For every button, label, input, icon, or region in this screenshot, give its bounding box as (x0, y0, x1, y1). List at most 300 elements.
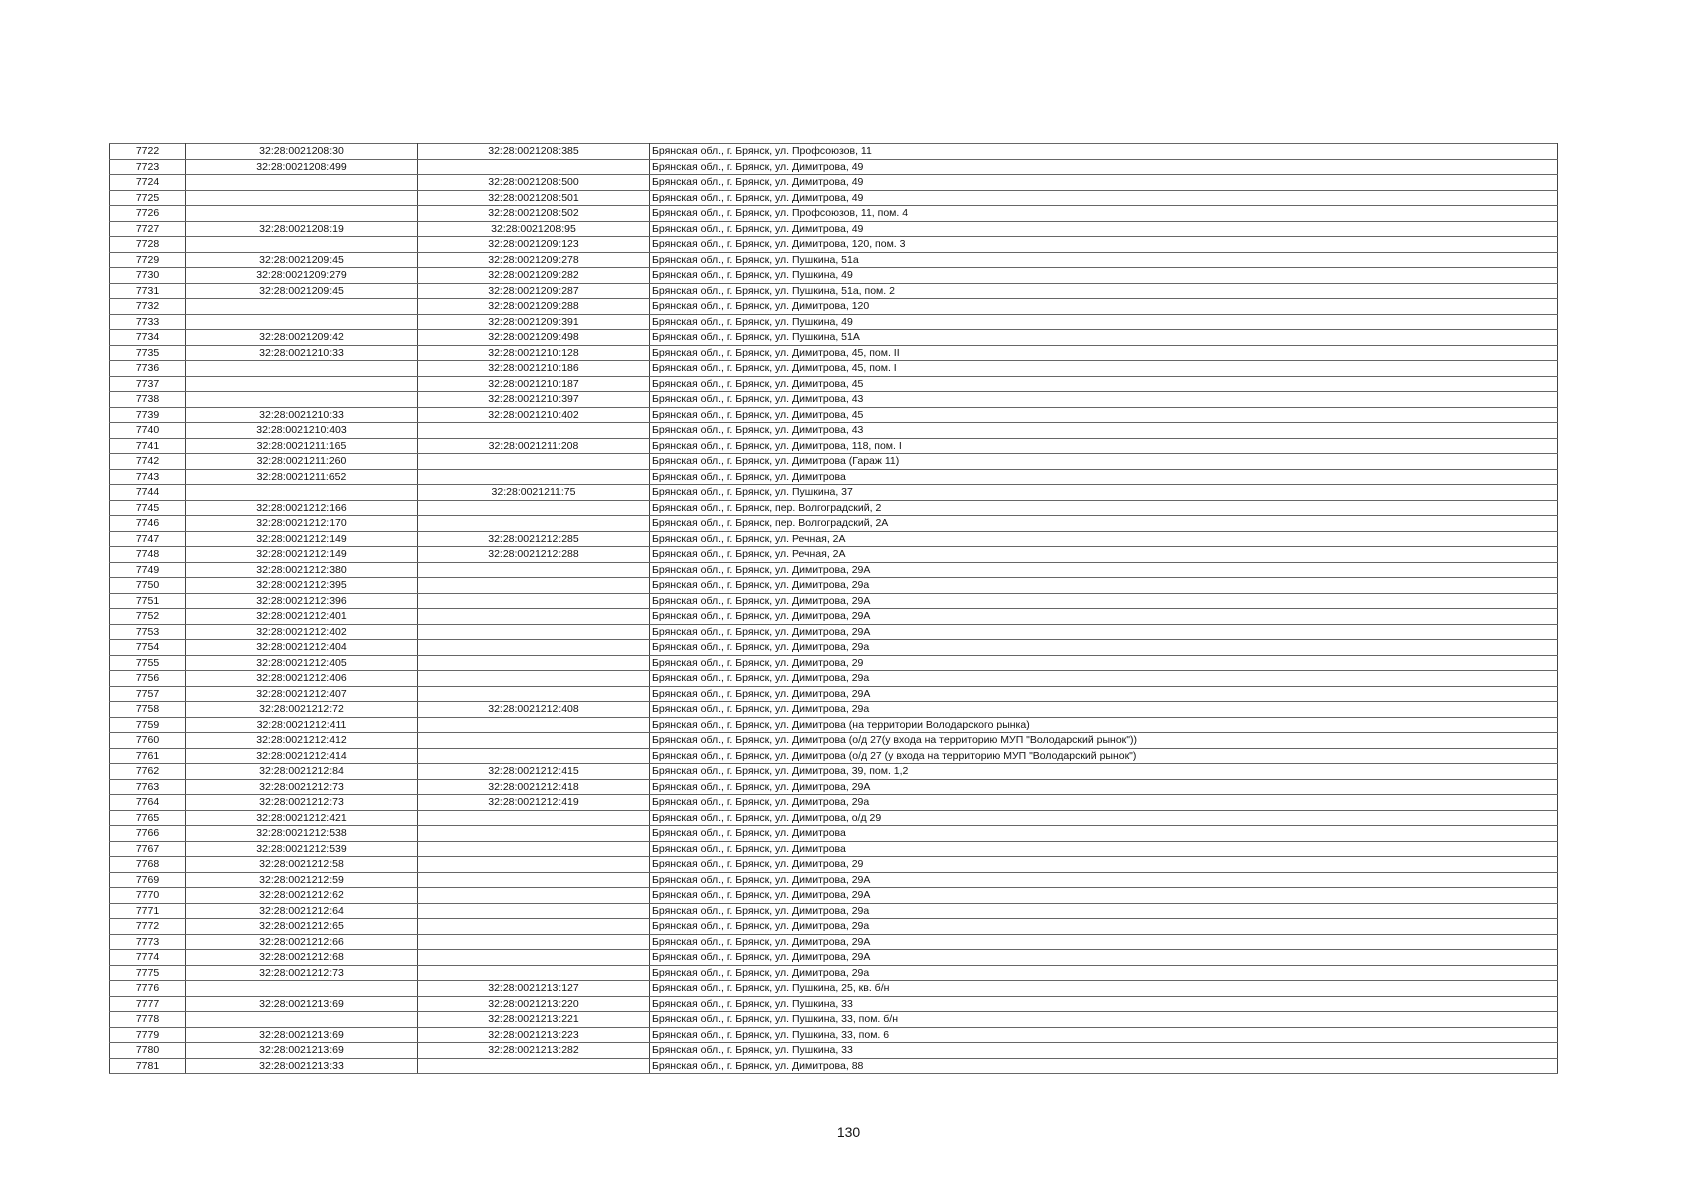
row-number-cell: 7744 (110, 485, 186, 501)
object-number-cell: 32:28:0021209:123 (418, 237, 650, 253)
object-number-cell (418, 733, 650, 749)
cadastral-number-cell: 32:28:0021212:396 (186, 593, 418, 609)
address-cell: Брянская обл., г. Брянск, ул. Димитрова, 45 (650, 407, 1558, 423)
cadastral-number-cell: 32:28:0021212:421 (186, 810, 418, 826)
address-cell: Брянская обл., г. Брянск, ул. Пушкина, 33, пом. б/н (650, 1012, 1558, 1028)
row-number-cell: 7779 (110, 1027, 186, 1043)
table-row (110, 996, 1558, 1012)
object-number-cell: 32:28:0021209:391 (418, 314, 650, 330)
table-row (110, 1043, 1558, 1059)
object-number-cell: 32:28:0021208:501 (418, 190, 650, 206)
cadastral-number-cell (186, 190, 418, 206)
cadastral-number-cell: 32:28:0021212:170 (186, 516, 418, 532)
table-row (110, 299, 1558, 315)
address-cell: Брянская обл., г. Брянск, ул. Димитрова, 49 (650, 190, 1558, 206)
row-number-cell: 7756 (110, 671, 186, 687)
object-number-cell (418, 1058, 650, 1074)
cadastral-number-cell: 32:28:0021212:66 (186, 934, 418, 950)
row-number-cell: 7728 (110, 237, 186, 253)
address-cell: Брянская обл., г. Брянск, ул. Димитрова, 29А (650, 872, 1558, 888)
object-number-cell: 32:28:0021213:221 (418, 1012, 650, 1028)
table-row (110, 407, 1558, 423)
address-cell: Брянская обл., г. Брянск, ул. Димитрова, 43 (650, 392, 1558, 408)
table-row (110, 314, 1558, 330)
address-cell: Брянская обл., г. Брянск, ул. Димитрова, 29а (650, 640, 1558, 656)
row-number-cell: 7747 (110, 531, 186, 547)
cadastral-number-cell: 32:28:0021212:68 (186, 950, 418, 966)
address-cell: Брянская обл., г. Брянск, ул. Димитрова, 29А (650, 779, 1558, 795)
object-number-cell: 32:28:0021212:419 (418, 795, 650, 811)
row-number-cell: 7760 (110, 733, 186, 749)
row-number-cell: 7750 (110, 578, 186, 594)
table-row (110, 206, 1558, 222)
table-row (110, 330, 1558, 346)
row-number-cell: 7759 (110, 717, 186, 733)
address-cell: Брянская обл., г. Брянск, пер. Волгоградский, 2 (650, 500, 1558, 516)
row-number-cell: 7776 (110, 981, 186, 997)
object-number-cell: 32:28:0021209:288 (418, 299, 650, 315)
cadastral-number-cell: 32:28:0021211:652 (186, 469, 418, 485)
cadastral-number-cell: 32:28:0021212:149 (186, 531, 418, 547)
cadastral-number-cell: 32:28:0021212:406 (186, 671, 418, 687)
row-number-cell: 7732 (110, 299, 186, 315)
object-number-cell: 32:28:0021210:187 (418, 376, 650, 392)
table-row (110, 702, 1558, 718)
table-row (110, 748, 1558, 764)
object-number-cell (418, 686, 650, 702)
page-number: 130 (836, 1124, 861, 1140)
table-row (110, 547, 1558, 563)
address-cell: Брянская обл., г. Брянск, ул. Димитрова, 29А (650, 562, 1558, 578)
table-row (110, 376, 1558, 392)
cadastral-table (109, 143, 1558, 1074)
object-number-cell (418, 593, 650, 609)
address-cell: Брянская обл., г. Брянск, ул. Димитрова, 29А (650, 624, 1558, 640)
row-number-cell: 7743 (110, 469, 186, 485)
address-cell: Брянская обл., г. Брянск, ул. Пушкина, 33, пом. 6 (650, 1027, 1558, 1043)
row-number-cell: 7765 (110, 810, 186, 826)
row-number-cell: 7764 (110, 795, 186, 811)
address-cell: Брянская обл., г. Брянск, ул. Димитрова, 29А (650, 950, 1558, 966)
row-number-cell: 7724 (110, 175, 186, 191)
table-row (110, 903, 1558, 919)
object-number-cell: 32:28:0021212:418 (418, 779, 650, 795)
address-cell: Брянская обл., г. Брянск, ул. Пушкина, 33 (650, 1043, 1558, 1059)
address-cell: Брянская обл., г. Брянск, ул. Димитрова, 29А (650, 609, 1558, 625)
cadastral-number-cell: 32:28:0021212:62 (186, 888, 418, 904)
address-cell: Брянская обл., г. Брянск, пер. Волгоградский, 2А (650, 516, 1558, 532)
table-row (110, 640, 1558, 656)
table-row (110, 283, 1558, 299)
object-number-cell (418, 624, 650, 640)
table-row (110, 237, 1558, 253)
cadastral-number-cell (186, 206, 418, 222)
cadastral-number-cell: 32:28:0021211:260 (186, 454, 418, 470)
table-row (110, 686, 1558, 702)
table-row (110, 826, 1558, 842)
address-cell: Брянская обл., г. Брянск, ул. Пушкина, 33 (650, 996, 1558, 1012)
object-number-cell: 32:28:0021210:186 (418, 361, 650, 377)
address-cell: Брянская обл., г. Брянск, ул. Димитрова, 29 (650, 655, 1558, 671)
table-row (110, 221, 1558, 237)
table-row (110, 888, 1558, 904)
cadastral-number-cell (186, 392, 418, 408)
address-cell: Брянская обл., г. Брянск, ул. Димитрова, 29А (650, 888, 1558, 904)
address-cell: Брянская обл., г. Брянск, ул. Димитрова, о/д 29 (650, 810, 1558, 826)
address-cell: Брянская обл., г. Брянск, ул. Димитрова (650, 826, 1558, 842)
object-number-cell (418, 423, 650, 439)
table-row (110, 252, 1558, 268)
cadastral-number-cell: 32:28:0021209:45 (186, 283, 418, 299)
address-cell: Брянская обл., г. Брянск, ул. Димитрова, 45, пом. II (650, 345, 1558, 361)
row-number-cell: 7729 (110, 252, 186, 268)
table-row (110, 671, 1558, 687)
object-number-cell: 32:28:0021208:502 (418, 206, 650, 222)
cadastral-number-cell: 32:28:0021212:404 (186, 640, 418, 656)
row-number-cell: 7771 (110, 903, 186, 919)
object-number-cell (418, 826, 650, 842)
object-number-cell: 32:28:0021208:95 (418, 221, 650, 237)
address-cell: Брянская обл., г. Брянск, ул. Димитрова, 29а (650, 919, 1558, 935)
address-cell: Брянская обл., г. Брянск, ул. Димитрова, 29А (650, 934, 1558, 950)
row-number-cell: 7751 (110, 593, 186, 609)
object-number-cell: 32:28:0021210:128 (418, 345, 650, 361)
cadastral-number-cell: 32:28:0021212:73 (186, 795, 418, 811)
cadastral-number-cell: 32:28:0021208:30 (186, 144, 418, 160)
object-number-cell (418, 640, 650, 656)
cadastral-number-cell: 32:28:0021208:499 (186, 159, 418, 175)
table-row (110, 531, 1558, 547)
cadastral-number-cell (186, 376, 418, 392)
table-row (110, 841, 1558, 857)
table-row (110, 810, 1558, 826)
row-number-cell: 7767 (110, 841, 186, 857)
table-body (110, 144, 1558, 1074)
address-cell: Брянская обл., г. Брянск, ул. Пушкина, 51А (650, 330, 1558, 346)
cadastral-number-cell: 32:28:0021210:33 (186, 407, 418, 423)
row-number-cell: 7752 (110, 609, 186, 625)
table-row (110, 872, 1558, 888)
cadastral-number-cell (186, 485, 418, 501)
row-number-cell: 7763 (110, 779, 186, 795)
table-row (110, 516, 1558, 532)
table-row (110, 919, 1558, 935)
row-number-cell: 7774 (110, 950, 186, 966)
row-number-cell: 7736 (110, 361, 186, 377)
object-number-cell (418, 872, 650, 888)
cadastral-number-cell: 32:28:0021212:412 (186, 733, 418, 749)
object-number-cell: 32:28:0021213:282 (418, 1043, 650, 1059)
address-cell: Брянская обл., г. Брянск, ул. Профсоюзов, 11, пом. 4 (650, 206, 1558, 222)
row-number-cell: 7761 (110, 748, 186, 764)
address-cell: Брянская обл., г. Брянск, ул. Димитрова (на территории Володарского рынка) (650, 717, 1558, 733)
object-number-cell (418, 500, 650, 516)
table-row (110, 779, 1558, 795)
cadastral-number-cell: 32:28:0021212:64 (186, 903, 418, 919)
row-number-cell: 7769 (110, 872, 186, 888)
cadastral-number-cell (186, 361, 418, 377)
row-number-cell: 7781 (110, 1058, 186, 1074)
row-number-cell: 7778 (110, 1012, 186, 1028)
row-number-cell: 7777 (110, 996, 186, 1012)
cadastral-number-cell (186, 237, 418, 253)
row-number-cell: 7741 (110, 438, 186, 454)
cadastral-number-cell: 32:28:0021212:149 (186, 547, 418, 563)
row-number-cell: 7758 (110, 702, 186, 718)
address-cell: Брянская обл., г. Брянск, ул. Пушкина, 49 (650, 268, 1558, 284)
table-row (110, 190, 1558, 206)
row-number-cell: 7735 (110, 345, 186, 361)
cadastral-number-cell: 32:28:0021213:33 (186, 1058, 418, 1074)
object-number-cell (418, 965, 650, 981)
address-cell: Брянская обл., г. Брянск, ул. Димитрова, 45 (650, 376, 1558, 392)
cadastral-number-cell: 32:28:0021212:72 (186, 702, 418, 718)
row-number-cell: 7738 (110, 392, 186, 408)
address-cell: Брянская обл., г. Брянск, ул. Димитрова, 29а (650, 903, 1558, 919)
cadastral-number-cell: 32:28:0021212:538 (186, 826, 418, 842)
object-number-cell: 32:28:0021208:385 (418, 144, 650, 160)
address-cell: Брянская обл., г. Брянск, ул. Профсоюзов, 11 (650, 144, 1558, 160)
object-number-cell: 32:28:0021209:287 (418, 283, 650, 299)
cadastral-number-cell: 32:28:0021209:279 (186, 268, 418, 284)
table-row (110, 578, 1558, 594)
table-row (110, 655, 1558, 671)
cadastral-number-cell: 32:28:0021212:58 (186, 857, 418, 873)
object-number-cell (418, 454, 650, 470)
object-number-cell (418, 934, 650, 950)
address-cell: Брянская обл., г. Брянск, ул. Димитрова, 49 (650, 175, 1558, 191)
address-cell: Брянская обл., г. Брянск, ул. Пушкина, 51а (650, 252, 1558, 268)
table-row (110, 361, 1558, 377)
table-row (110, 965, 1558, 981)
cadastral-number-cell: 32:28:0021210:403 (186, 423, 418, 439)
address-cell: Брянская обл., г. Брянск, ул. Димитрова, 29а (650, 702, 1558, 718)
cadastral-number-cell (186, 1012, 418, 1028)
table-row (110, 485, 1558, 501)
object-number-cell (418, 717, 650, 733)
address-cell: Брянская обл., г. Брянск, ул. Димитрова, 29 (650, 857, 1558, 873)
row-number-cell: 7757 (110, 686, 186, 702)
table-row (110, 500, 1558, 516)
address-cell: Брянская обл., г. Брянск, ул. Димитрова, 29а (650, 795, 1558, 811)
table-row (110, 857, 1558, 873)
address-cell: Брянская обл., г. Брянск, ул. Пушкина, 25, кв. б/н (650, 981, 1558, 997)
row-number-cell: 7749 (110, 562, 186, 578)
object-number-cell: 32:28:0021210:402 (418, 407, 650, 423)
cadastral-number-cell: 32:28:0021209:45 (186, 252, 418, 268)
table-row (110, 438, 1558, 454)
row-number-cell: 7733 (110, 314, 186, 330)
object-number-cell (418, 159, 650, 175)
address-cell: Брянская обл., г. Брянск, ул. Димитрова (о/д 27 (у входа на территорию МУП "Володарский рынок") (650, 748, 1558, 764)
cadastral-number-cell: 32:28:0021212:402 (186, 624, 418, 640)
table-row (110, 268, 1558, 284)
row-number-cell: 7766 (110, 826, 186, 842)
table-row (110, 1027, 1558, 1043)
object-number-cell: 32:28:0021208:500 (418, 175, 650, 191)
row-number-cell: 7734 (110, 330, 186, 346)
table-row (110, 144, 1558, 160)
object-number-cell (418, 655, 650, 671)
table-row (110, 934, 1558, 950)
object-number-cell: 32:28:0021210:397 (418, 392, 650, 408)
address-cell: Брянская обл., г. Брянск, ул. Димитрова, 29А (650, 593, 1558, 609)
address-cell: Брянская обл., г. Брянск, ул. Димитрова (650, 841, 1558, 857)
address-cell: Брянская обл., г. Брянск, ул. Речная, 2А (650, 547, 1558, 563)
row-number-cell: 7726 (110, 206, 186, 222)
object-number-cell (418, 748, 650, 764)
row-number-cell: 7754 (110, 640, 186, 656)
table-row (110, 733, 1558, 749)
cadastral-number-cell: 32:28:0021212:395 (186, 578, 418, 594)
cadastral-number-cell: 32:28:0021212:65 (186, 919, 418, 935)
cadastral-number-cell: 32:28:0021212:414 (186, 748, 418, 764)
address-cell: Брянская обл., г. Брянск, ул. Димитрова, 39, пом. 1,2 (650, 764, 1558, 780)
cadastral-number-cell: 32:28:0021211:165 (186, 438, 418, 454)
table-row (110, 423, 1558, 439)
row-number-cell: 7722 (110, 144, 186, 160)
table-row (110, 717, 1558, 733)
cadastral-number-cell: 32:28:0021212:411 (186, 717, 418, 733)
object-number-cell (418, 919, 650, 935)
object-number-cell: 32:28:0021212:408 (418, 702, 650, 718)
object-number-cell (418, 562, 650, 578)
row-number-cell: 7731 (110, 283, 186, 299)
table-row (110, 1058, 1558, 1074)
object-number-cell: 32:28:0021212:288 (418, 547, 650, 563)
object-number-cell (418, 950, 650, 966)
table-row (110, 795, 1558, 811)
table-row (110, 609, 1558, 625)
address-cell: Брянская обл., г. Брянск, ул. Пушкина, 37 (650, 485, 1558, 501)
address-cell: Брянская обл., г. Брянск, ул. Димитрова, 120 (650, 299, 1558, 315)
cadastral-number-cell (186, 314, 418, 330)
cadastral-number-cell: 32:28:0021212:401 (186, 609, 418, 625)
table-row (110, 469, 1558, 485)
cadastral-number-cell (186, 981, 418, 997)
table-row (110, 392, 1558, 408)
address-cell: Брянская обл., г. Брянск, ул. Димитрова (Гараж 11) (650, 454, 1558, 470)
cadastral-number-cell: 32:28:0021212:166 (186, 500, 418, 516)
cadastral-number-cell: 32:28:0021212:407 (186, 686, 418, 702)
row-number-cell: 7748 (110, 547, 186, 563)
row-number-cell: 7742 (110, 454, 186, 470)
cadastral-number-cell (186, 299, 418, 315)
cadastral-number-cell: 32:28:0021212:405 (186, 655, 418, 671)
table-row (110, 950, 1558, 966)
address-cell: Брянская обл., г. Брянск, ул. Пушкина, 49 (650, 314, 1558, 330)
row-number-cell: 7730 (110, 268, 186, 284)
cadastral-number-cell (186, 175, 418, 191)
address-cell: Брянская обл., г. Брянск, ул. Димитрова, 29а (650, 671, 1558, 687)
object-number-cell (418, 857, 650, 873)
object-number-cell: 32:28:0021212:285 (418, 531, 650, 547)
cadastral-number-cell: 32:28:0021208:19 (186, 221, 418, 237)
cadastral-number-cell: 32:28:0021209:42 (186, 330, 418, 346)
address-cell: Брянская обл., г. Брянск, ул. Димитрова, 49 (650, 221, 1558, 237)
table-row (110, 345, 1558, 361)
table-row (110, 624, 1558, 640)
object-number-cell (418, 671, 650, 687)
address-cell: Брянская обл., г. Брянск, ул. Димитрова (650, 469, 1558, 485)
address-cell: Брянская обл., г. Брянск, ул. Димитрова, 88 (650, 1058, 1558, 1074)
object-number-cell: 32:28:0021209:278 (418, 252, 650, 268)
object-number-cell (418, 888, 650, 904)
cadastral-number-cell: 32:28:0021213:69 (186, 1027, 418, 1043)
cadastral-number-cell: 32:28:0021210:33 (186, 345, 418, 361)
object-number-cell: 32:28:0021209:282 (418, 268, 650, 284)
row-number-cell: 7723 (110, 159, 186, 175)
row-number-cell: 7740 (110, 423, 186, 439)
row-number-cell: 7745 (110, 500, 186, 516)
row-number-cell: 7753 (110, 624, 186, 640)
object-number-cell (418, 516, 650, 532)
cadastral-number-cell: 32:28:0021212:84 (186, 764, 418, 780)
row-number-cell: 7727 (110, 221, 186, 237)
address-cell: Брянская обл., г. Брянск, ул. Димитрова, 45, пом. I (650, 361, 1558, 377)
object-number-cell: 32:28:0021213:220 (418, 996, 650, 1012)
cadastral-number-cell: 32:28:0021212:539 (186, 841, 418, 857)
object-number-cell (418, 810, 650, 826)
address-cell: Брянская обл., г. Брянск, ул. Димитрова, 43 (650, 423, 1558, 439)
address-cell: Брянская обл., г. Брянск, ул. Димитрова (о/д 27(у входа на территорию МУП "Володарский рынок")) (650, 733, 1558, 749)
address-cell: Брянская обл., г. Брянск, ул. Речная, 2А (650, 531, 1558, 547)
cadastral-number-cell: 32:28:0021212:380 (186, 562, 418, 578)
row-number-cell: 7746 (110, 516, 186, 532)
object-number-cell (418, 578, 650, 594)
object-number-cell (418, 903, 650, 919)
row-number-cell: 7739 (110, 407, 186, 423)
address-cell: Брянская обл., г. Брянск, ул. Димитрова, 29а (650, 965, 1558, 981)
cadastral-number-cell: 32:28:0021212:73 (186, 779, 418, 795)
object-number-cell: 32:28:0021212:415 (418, 764, 650, 780)
table-row (110, 175, 1558, 191)
object-number-cell: 32:28:0021211:208 (418, 438, 650, 454)
row-number-cell: 7725 (110, 190, 186, 206)
object-number-cell: 32:28:0021211:75 (418, 485, 650, 501)
address-cell: Брянская обл., г. Брянск, ул. Димитрова, 29А (650, 686, 1558, 702)
object-number-cell: 32:28:0021213:127 (418, 981, 650, 997)
row-number-cell: 7775 (110, 965, 186, 981)
object-number-cell (418, 469, 650, 485)
row-number-cell: 7737 (110, 376, 186, 392)
address-cell: Брянская обл., г. Брянск, ул. Пушкина, 51а, пом. 2 (650, 283, 1558, 299)
cadastral-number-cell: 32:28:0021212:59 (186, 872, 418, 888)
address-cell: Брянская обл., г. Брянск, ул. Димитрова, 49 (650, 159, 1558, 175)
table-row (110, 159, 1558, 175)
table-row (110, 562, 1558, 578)
row-number-cell: 7772 (110, 919, 186, 935)
table-row (110, 764, 1558, 780)
cadastral-number-cell: 32:28:0021213:69 (186, 1043, 418, 1059)
row-number-cell: 7780 (110, 1043, 186, 1059)
table-row (110, 1012, 1558, 1028)
object-number-cell: 32:28:0021213:223 (418, 1027, 650, 1043)
cadastral-number-cell: 32:28:0021212:73 (186, 965, 418, 981)
table-row (110, 593, 1558, 609)
object-number-cell (418, 609, 650, 625)
table-row (110, 454, 1558, 470)
address-cell: Брянская обл., г. Брянск, ул. Димитрова, 120, пом. 3 (650, 237, 1558, 253)
address-cell: Брянская обл., г. Брянск, ул. Димитрова, 29а (650, 578, 1558, 594)
row-number-cell: 7755 (110, 655, 186, 671)
cadastral-number-cell: 32:28:0021213:69 (186, 996, 418, 1012)
row-number-cell: 7770 (110, 888, 186, 904)
row-number-cell: 7762 (110, 764, 186, 780)
row-number-cell: 7768 (110, 857, 186, 873)
row-number-cell: 7773 (110, 934, 186, 950)
address-cell: Брянская обл., г. Брянск, ул. Димитрова, 118, пом. I (650, 438, 1558, 454)
